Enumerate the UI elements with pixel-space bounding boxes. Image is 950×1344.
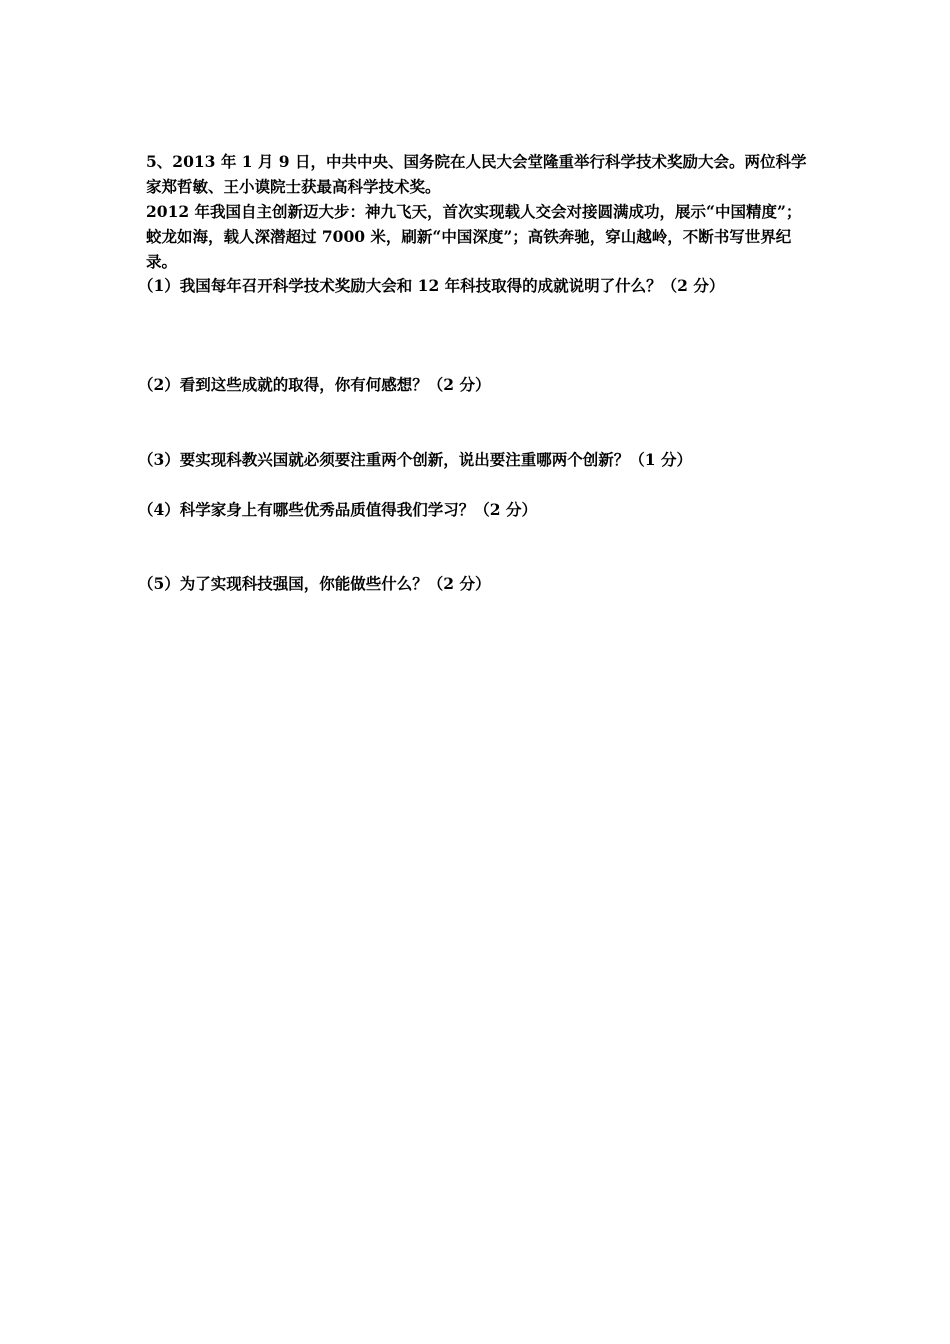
intro-paragraph-innovation: 2012 年我国自主创新迈大步：神九飞天，首次实现载人交会对接圆满成功，展示“中国精度”；蛟龙如海，载人深潜超过 7000 米，刷新“中国深度”；高铁奔驰，穿山越岭，不断书写世界纪录。 [146, 202, 802, 271]
sub-question-2: （2）看到这些成就的取得，你有何感想？（2 分） [138, 375, 491, 394]
question-intro [146, 149, 814, 274]
sub-question-1: （1）我国每年召开科学技术奖励大会和 12 年科技取得的成就说明了什么？（2 分） [138, 276, 725, 295]
sub-question-3: （3）要实现科教兴国就必须要注重两个创新，说出要注重哪两个创新？（1 分） [138, 450, 692, 469]
sub-question-5: （5）为了实现科技强国，你能做些什么？（2 分） [138, 574, 491, 593]
intro-paragraph-award: 5、2013 年 1 月 9 日，中共中央、国务院在人民大会堂隆重举行科学技术奖励大会。两位科学家郑哲敏、王小谟院士获最高科学技术奖。 [146, 152, 807, 196]
sub-question-4: （4）科学家身上有哪些优秀品质值得我们学习？（2 分） [138, 500, 537, 519]
